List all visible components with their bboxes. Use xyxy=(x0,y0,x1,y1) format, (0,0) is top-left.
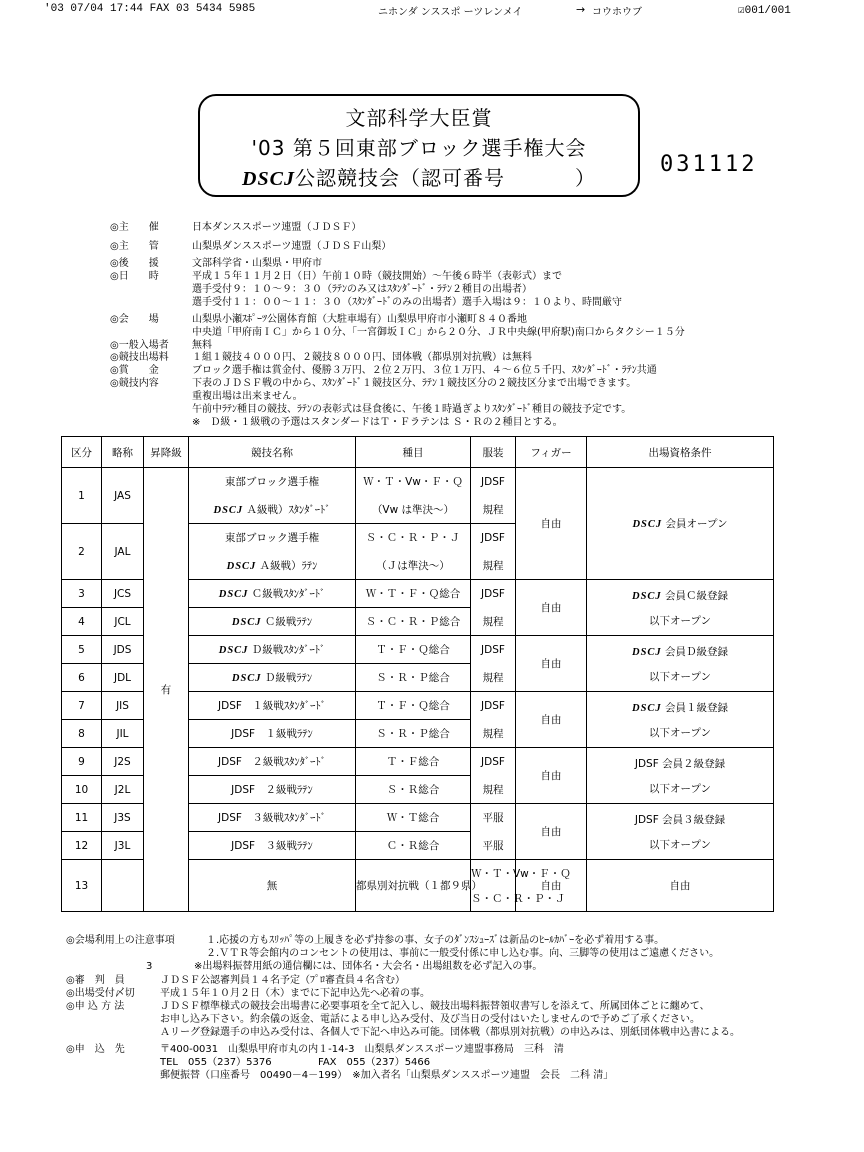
qualification-line xyxy=(587,812,773,827)
event-name-cell xyxy=(189,776,356,804)
event-cell: Ｓ・Ｒ総合 xyxy=(356,776,471,804)
event-name: Ｃ級戦ｽﾀﾝﾀﾞｰﾄﾞ xyxy=(251,588,326,600)
event-name-cell xyxy=(189,804,356,832)
qualification-line xyxy=(587,700,773,715)
row-code: J3L xyxy=(102,832,144,860)
dscj-logo: DSCJ xyxy=(231,617,262,628)
info-value: 選手受付９：１０～９：３０（ﾗﾃﾝのみ又はｽﾀﾝﾀﾞｰﾄﾞ・ﾗﾃﾝ２種目の出場者） xyxy=(192,284,532,295)
column-header: 区分 xyxy=(62,437,102,468)
event-cell: Ｓ・Ｃ・Ｒ・Ｐ・Ｊ xyxy=(356,524,471,552)
dress-cell: 規程 xyxy=(471,664,516,692)
event-cell: （Ｊは準決～） xyxy=(356,552,471,580)
event-name: JDSF ２級戦ﾗﾃﾝ xyxy=(231,784,313,796)
judges-label: ◎審 判 員 xyxy=(66,975,125,986)
event-name-cell xyxy=(189,664,356,692)
title-line2: '03 第５回東部ブロック選手権大会 xyxy=(251,136,587,160)
event-cell: Ｓ・Ｃ・Ｒ・Ｐ総合 xyxy=(356,608,471,636)
column-header: 種目 xyxy=(356,437,471,468)
method-label: ◎申 込 方 法 xyxy=(66,1001,125,1012)
event-name-cell xyxy=(189,692,356,720)
dscj-logo: DSCJ xyxy=(226,560,257,572)
row-code: JCL xyxy=(102,608,144,636)
event-name: Ａ級戦）ﾗﾃﾝ xyxy=(259,559,318,572)
event-name: JDSF ２級戦ｽﾀﾝﾀﾞｰﾄﾞ xyxy=(218,756,326,768)
event-name-cell xyxy=(189,580,356,608)
event-line: Ｗ・Ｔ・Vw・Ｆ・Ｑ xyxy=(471,867,571,880)
method-line: お申し込み下さい。約余儀の返金、電話による申し込み受付、及び当日の受付はいたしませんので予めご了承ください。 xyxy=(160,1014,700,1025)
row-number: 11 xyxy=(62,804,102,832)
postal-value: 郵便振替（口座番号 00490－4－199） ※加入者名「山梨県ダンススポーツ連盟 会長 二科 清」 xyxy=(160,1070,614,1081)
info-label: ◎後 援 xyxy=(110,258,159,269)
info-value: 日本ダンススポーツ連盟（ＪＤＳＦ） xyxy=(192,222,362,233)
table-header-row xyxy=(62,437,774,468)
event-name-cell xyxy=(189,748,356,776)
title-line3-text: 公認競技会（認可番号 xyxy=(294,166,505,190)
event-name-cell xyxy=(189,636,356,664)
qualification-text: 会員１級登録 xyxy=(665,701,729,714)
dscj-logo: DSCJ xyxy=(632,519,663,530)
qualification-cell xyxy=(587,804,774,860)
qualification-text: 以下オープン xyxy=(648,726,712,739)
figure-cell: 自由 xyxy=(516,468,587,580)
row-number: 4 xyxy=(62,608,102,636)
qualification-text: 会員オープン xyxy=(665,518,728,530)
fax-arrow: → xyxy=(576,3,586,16)
qualification-text: 会員Ｃ級登録 xyxy=(665,589,729,602)
info-label: ◎日 時 xyxy=(110,271,159,282)
figure-cell: 自由 xyxy=(516,580,587,636)
row-code: J3S xyxy=(102,804,144,832)
row-number: 10 xyxy=(62,776,102,804)
row-number: 13 xyxy=(62,860,102,912)
info-label: ◎主 催 xyxy=(110,222,159,233)
qualification-text: JDSF 会員３級登録 xyxy=(634,813,726,826)
row-number: 2 xyxy=(62,524,102,580)
dress-cell: JDSF xyxy=(471,636,516,664)
column-header: 服装 xyxy=(471,437,516,468)
judges-value: ＪＤＳＦ公認審判員１４名予定（ﾌﾟﾛ審査員４名含む） xyxy=(160,975,405,986)
figure-cell: 自由 xyxy=(516,636,587,692)
promotion-cell: 無 xyxy=(189,860,356,912)
event-name-cell xyxy=(189,552,356,580)
event-cell: Ｔ・Ｆ総合 xyxy=(356,748,471,776)
event-name: Ｄ級戦ｽﾀﾝﾀﾞｰﾄﾞ xyxy=(251,644,326,656)
dress-cell: 平服 xyxy=(471,832,516,860)
info-value: ブロック選手権は賞金付、優勝３万円、２位２万円、３位１万円、４～６位５千円、ｽﾀﾝﾀﾞｰﾄﾞ・ﾗﾃﾝ共通 xyxy=(192,365,657,376)
row-number: 1 xyxy=(62,468,102,524)
fax-value: FAX 055（237）5466 xyxy=(318,1057,431,1068)
event-cell: Ｗ・Ｔ・Vw・Ｆ・Ｑ xyxy=(356,468,471,496)
event-name: Ｃ級戦ﾗﾃﾝ xyxy=(264,616,313,628)
row-code: J2S xyxy=(102,748,144,776)
note-line: １.応援の方もｽﾘｯﾊﾟ等の上履きを必ず持参の事、女子のﾀﾞﾝｽｼｭｰｽﾞは新品のﾋｰﾙｶﾊﾞｰを必ず着用する事。 xyxy=(206,935,665,946)
info-label: ◎競技出場料 xyxy=(110,352,169,363)
info-value: 平成１５年１１月２日（日）午前１０時（競技開始）～午後６時半（表彰式）まで xyxy=(192,271,562,282)
event-line: Ｓ・Ｃ・Ｒ・Ｐ・Ｊ xyxy=(471,892,566,905)
deadline-value: 平成１５年１０月２日（木）までに下記申込先へ必着の事。 xyxy=(160,988,430,999)
info-value: 重複出場は出来ません。 xyxy=(192,391,303,402)
row-code xyxy=(102,860,144,912)
info-label: ◎競技内容 xyxy=(110,378,159,389)
column-header: 競技名称 xyxy=(189,437,356,468)
row-number: 7 xyxy=(62,692,102,720)
qualification-cell xyxy=(587,636,774,692)
info-label: ◎一般入場者 xyxy=(110,340,169,351)
row-code: J2L xyxy=(102,776,144,804)
event-cell: Ｗ・Ｔ総合 xyxy=(356,804,471,832)
address-label: ◎申 込 先 xyxy=(66,1044,125,1055)
note-line: ２.ＶＴＲ等会館内のコンセントの使用は、事前に一般受付係に申し込む事。向、三脚等の使用はご遠慮ください。 xyxy=(206,948,720,959)
column-header: 略称 xyxy=(102,437,144,468)
row-number: 9 xyxy=(62,748,102,776)
event-cell: Ｗ・Ｔ・Ｆ・Ｑ総合 xyxy=(356,580,471,608)
fax-header xyxy=(0,0,864,20)
qualification-cell xyxy=(587,748,774,804)
qualification-line xyxy=(587,644,773,659)
title-line3-close: ） xyxy=(574,166,596,190)
row-code: JDL xyxy=(102,664,144,692)
dress-cell: 規程 xyxy=(471,552,516,580)
figure-cell: 自由 xyxy=(587,860,774,912)
note-line: ※出場料振替用紙の通信欄には、団体名・大会名・出場組数を必ず記入の事。 xyxy=(194,961,543,972)
row-code: JIS xyxy=(102,692,144,720)
qualification-cell xyxy=(587,692,774,748)
event-cell: Ｓ・Ｒ・Ｐ総合 xyxy=(356,720,471,748)
dress-cell: 規程 xyxy=(471,496,516,524)
info-value: 山梨県ダンススポーツ連盟（ＪＤＳＦ山梨） xyxy=(192,241,392,252)
qualification-text: 以下オープン xyxy=(648,782,712,795)
info-value: 文部科学省・山梨県・甲府市 xyxy=(192,258,322,269)
title-line1: 文部科学大臣賞 xyxy=(345,106,493,130)
address-value: 〒400-0031 山梨県甲府市丸の内１-14-3 山梨県ダンススポーツ連盟事務局 三科 清 xyxy=(160,1044,564,1055)
dress-cell: JDSF xyxy=(471,524,516,552)
dress-cell: JDSF xyxy=(471,692,516,720)
fax-page: ☑001/001 xyxy=(738,5,791,17)
figure-cell: 自由 xyxy=(516,748,587,804)
dscj-logo: DSCJ xyxy=(631,646,662,658)
event-name-cell: 東部ブロック選手権 xyxy=(189,524,356,552)
column-header: 昇降級 xyxy=(144,437,189,468)
dscj-logo: DSCJ xyxy=(231,673,262,684)
info-label: ◎主 管 xyxy=(110,241,159,252)
dscj-logo: DSCJ xyxy=(631,702,662,714)
info-value: ※ Ｄ級・１級戦の予選はスタンダードはＴ・Ｆラテンは Ｓ・Ｒの２種目とする。 xyxy=(192,417,563,428)
row-code: JIL xyxy=(102,720,144,748)
method-line: Ａリーグ登録選手の申込み受付は、各個人で下記へ申込み可能。団体戦（都県別対抗戦）の申込みは、別紙団体戦申込書による。 xyxy=(160,1027,740,1038)
qualification-line xyxy=(587,588,773,603)
event-cell: Ｔ・Ｆ・Ｑ総合 xyxy=(356,636,471,664)
event-name-cell: 東部ブロック選手権 xyxy=(189,468,356,496)
dress-cell: 規程 xyxy=(471,776,516,804)
dress-cell: 規程 xyxy=(471,720,516,748)
event-cell: （Vw は準決～） xyxy=(356,496,471,524)
figure-cell: 自由 xyxy=(516,804,587,860)
event-cell: Ｓ・Ｒ・Ｐ総合 xyxy=(356,664,471,692)
qualification-text: 以下オープン xyxy=(648,614,712,627)
notes-label: ◎会場利用上の注意事項 xyxy=(66,935,175,946)
event-name-cell: 都県別対抗戦（１都９県） xyxy=(356,860,471,912)
row-number: 8 xyxy=(62,720,102,748)
qualification-text: JDSF 会員２級登録 xyxy=(634,757,726,770)
stray-mark: 3 xyxy=(146,961,153,972)
row-code: JAS xyxy=(102,468,144,524)
dress-cell: JDSF xyxy=(471,468,516,496)
row-code: JAL xyxy=(102,524,144,580)
row-code: JDS xyxy=(102,636,144,664)
event-name-cell xyxy=(189,832,356,860)
dscj-logo: DSCJ xyxy=(242,168,295,190)
event-name: Ａ級戦）ｽﾀﾝﾀﾞｰﾄﾞ xyxy=(246,503,331,516)
event-name: JDSF ３級戦ｽﾀﾝﾀﾞｰﾄﾞ xyxy=(218,812,326,824)
info-value: 山梨県小瀬ｽﾎﾟｰﾂ公園体育館（大駐車場有）山梨県甲府市小瀬町８４０番地 xyxy=(192,314,527,325)
method-line: ＪＤＳＦ標準様式の競技会出場書に必要事項を全て記入し、競技出場料振替領収書写しを添えて、所属団体ごとに纏めて、 xyxy=(160,1001,710,1012)
row-number: 12 xyxy=(62,832,102,860)
event-name-cell xyxy=(189,608,356,636)
info-label: ◎賞 金 xyxy=(110,365,159,376)
info-value: 中央道「甲府南ＩＣ」から１０分、「一宮御坂ＩＣ」から２０分、ＪＲ中央線(甲府駅)南口からタクシー１５分 xyxy=(192,327,685,338)
dress-cell: 規程 xyxy=(471,608,516,636)
info-value: 下表のＪＤＳＦ戦の中から、ｽﾀﾝﾀﾞｰﾄﾞ１競技区分、ﾗﾃﾝ１競技区分の２競技区分まで出場できます。 xyxy=(192,378,637,389)
event-cell: Ｔ・Ｆ・Ｑ総合 xyxy=(356,692,471,720)
column-header: 出場資格条件 xyxy=(587,437,774,468)
qualification-text: 以下オープン xyxy=(648,670,712,683)
dress-cell: 自由 xyxy=(516,860,587,912)
fax-recipient: コウホウブ xyxy=(592,7,642,18)
title-box xyxy=(198,94,640,197)
column-header: フィガー xyxy=(516,437,587,468)
row-number: 5 xyxy=(62,636,102,664)
qualification-text: 会員Ｄ級登録 xyxy=(665,645,729,658)
figure-cell: 自由 xyxy=(516,692,587,748)
event-name-cell xyxy=(189,720,356,748)
info-value: 選手受付１１：００～１１：３０（ｽﾀﾝﾀﾞｰﾄﾞのみの出場者）選手入場は９：１０より、時間厳守 xyxy=(192,297,622,308)
dscj-logo: DSCJ xyxy=(631,590,662,602)
row-code: JCS xyxy=(102,580,144,608)
info-label: ◎会 場 xyxy=(110,314,159,325)
qualification-text: 以下オープン xyxy=(648,838,712,851)
event-cell: Ｃ・Ｒ総合 xyxy=(356,832,471,860)
permit-number: 031112 xyxy=(660,152,758,177)
fax-sender: ニホンダ ンススポ ーツレンメイ xyxy=(378,7,523,18)
dscj-logo: DSCJ xyxy=(213,504,244,516)
dscj-logo: DSCJ xyxy=(218,589,249,600)
row-number: 3 xyxy=(62,580,102,608)
dscj-logo: DSCJ xyxy=(218,645,249,656)
event-name: JDSF １級戦ﾗﾃﾝ xyxy=(231,728,313,740)
info-value: 午前中ﾗﾃﾝ種目の競技、ﾗﾃﾝの表彰式は昼食後に、午後１時過ぎよりｽﾀﾝﾀﾞｰﾄﾞ種目の競技予定です。 xyxy=(192,404,632,415)
tel-value: TEL 055（237）5376 xyxy=(160,1057,272,1068)
qualification-line xyxy=(587,756,773,771)
title-line3 xyxy=(200,162,638,191)
event-name: JDSF ３級戦ﾗﾃﾝ xyxy=(231,840,313,852)
event-name: JDSF １級戦ｽﾀﾝﾀﾞｰﾄﾞ xyxy=(218,700,326,712)
fax-datetime: '03 07/04 17:44 FAX 03 5434 5985 xyxy=(44,3,256,15)
info-value: １組１競技４０００円、２競技８０００円、団体戦（都県別対抗戦）は無料 xyxy=(192,352,532,363)
info-value: 無料 xyxy=(192,340,212,351)
deadline-label: ◎出場受付〆切 xyxy=(66,988,135,999)
event-name-cell xyxy=(189,496,356,524)
qualification-cell xyxy=(587,468,774,580)
promotion-cell: 有 xyxy=(144,468,189,912)
row-number: 6 xyxy=(62,664,102,692)
dress-cell: 平服 xyxy=(471,804,516,832)
qualification-cell xyxy=(587,580,774,636)
dress-cell: JDSF xyxy=(471,748,516,776)
entries-table xyxy=(61,436,774,912)
dress-cell: JDSF xyxy=(471,580,516,608)
table-row xyxy=(62,468,774,496)
event-name: Ｄ級戦ﾗﾃﾝ xyxy=(264,672,313,684)
